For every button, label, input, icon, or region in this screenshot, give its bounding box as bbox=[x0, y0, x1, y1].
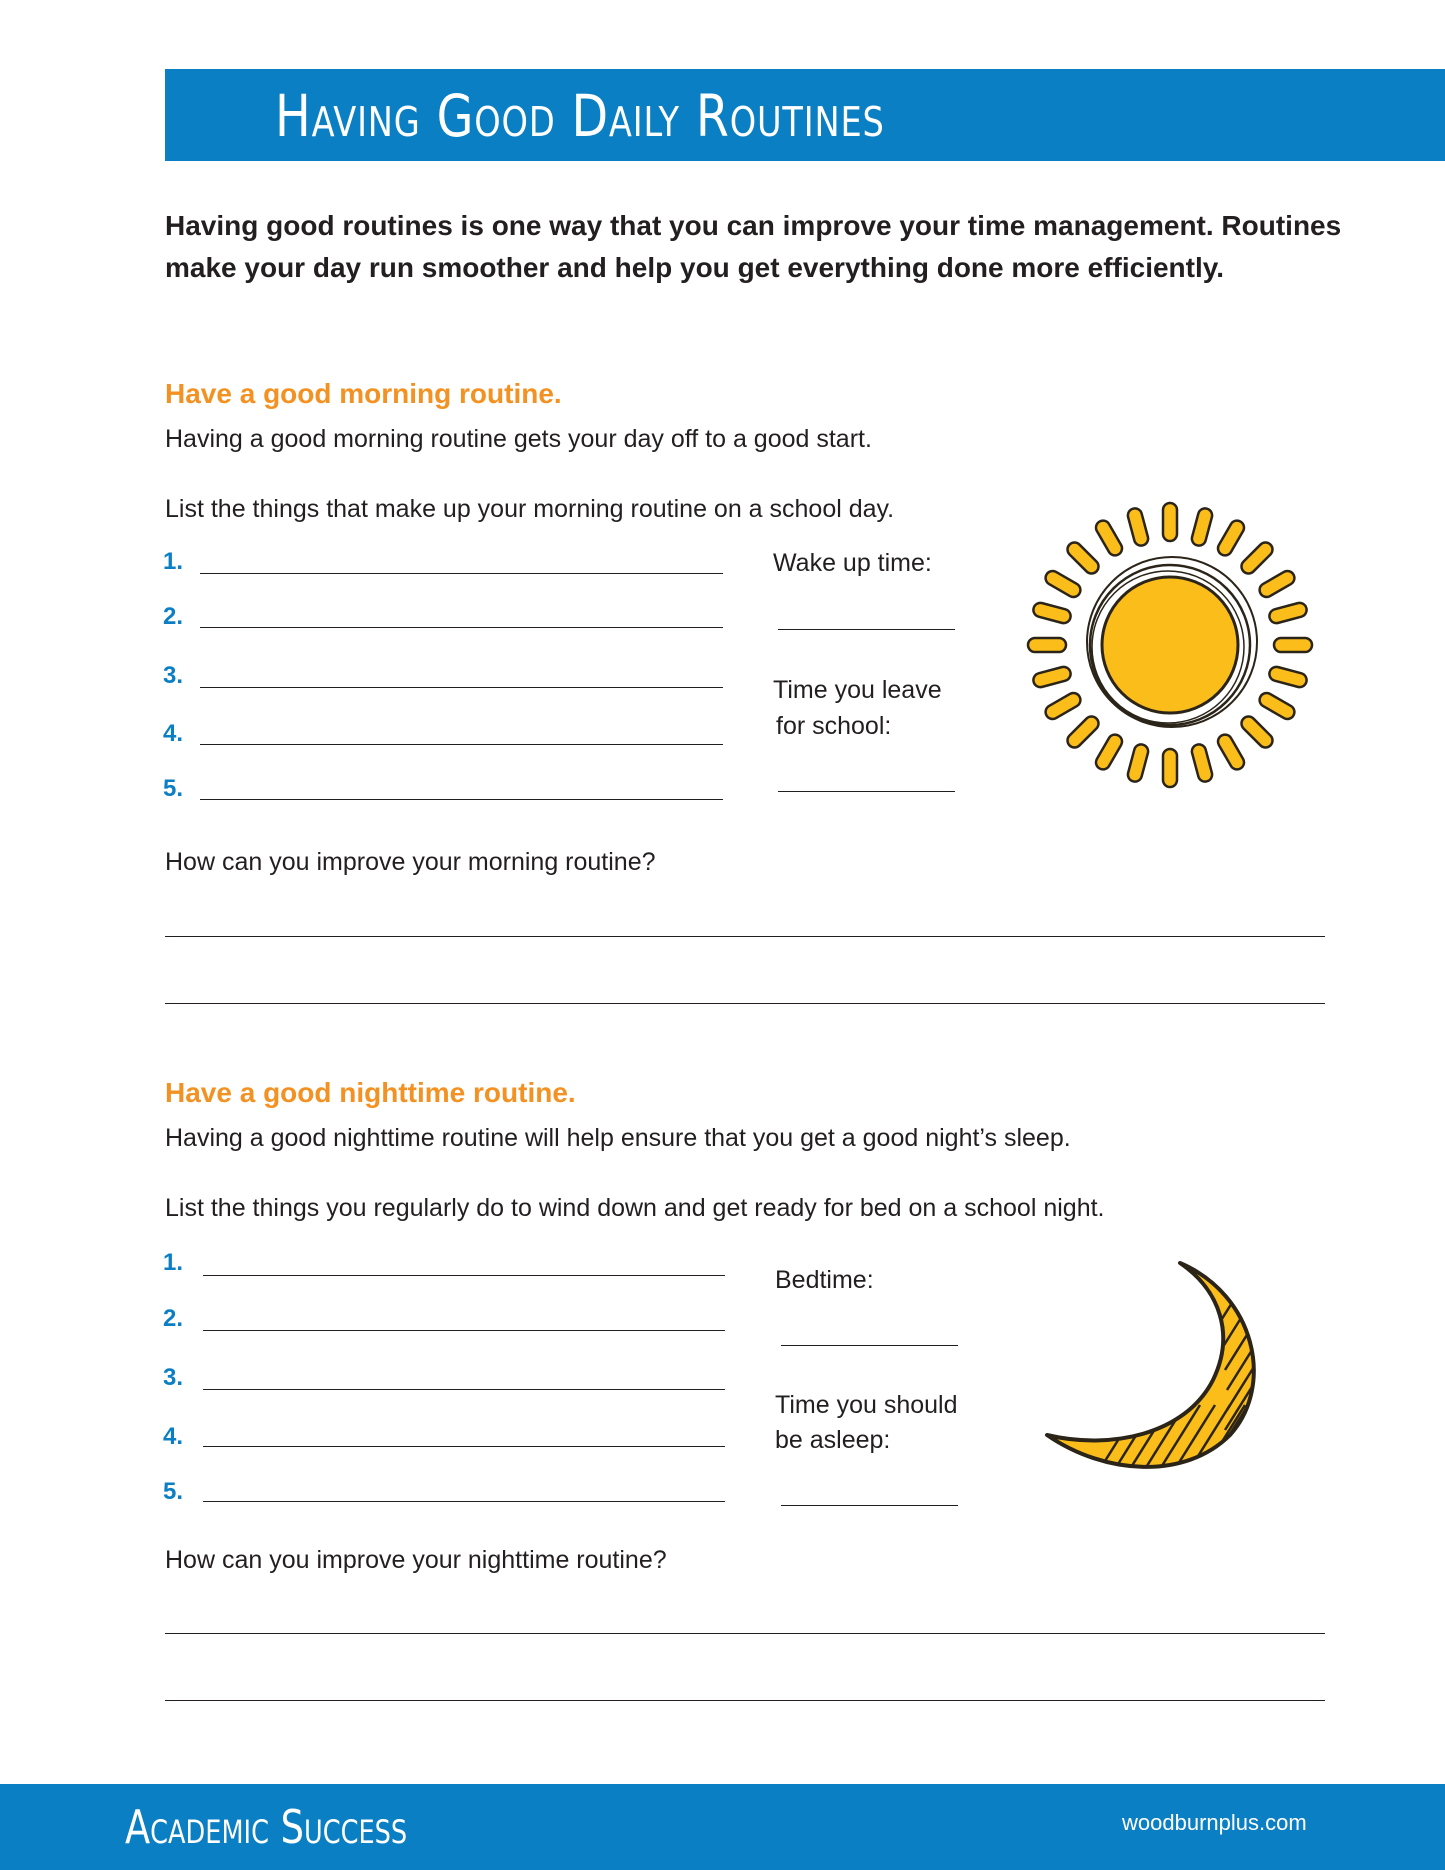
night-improve-question: How can you improve your nighttime routine? bbox=[165, 1546, 667, 1574]
morning-improve-line-1[interactable] bbox=[165, 936, 1325, 937]
intro-paragraph: Having good routines is one way that you can improve your time management. Routines make your day run smoother and help you get everything done more efficiently. bbox=[165, 210, 1342, 283]
morning-item-line-3[interactable] bbox=[200, 687, 723, 688]
footer-website[interactable]: woodburnplus.com bbox=[1122, 1810, 1307, 1835]
morning-item-number-4: 4. bbox=[163, 720, 184, 747]
page-title: Having Good Daily Routines bbox=[275, 82, 885, 150]
footer-series-title: Academic Success bbox=[125, 1800, 408, 1854]
morning-item-line-2[interactable] bbox=[200, 627, 723, 628]
morning-prompt: List the things that make up your morning routine on a school day. bbox=[165, 495, 895, 523]
night-improve-line-1[interactable] bbox=[165, 1633, 1325, 1634]
moon-icon bbox=[1035, 1255, 1290, 1480]
night-item-line-3[interactable] bbox=[203, 1389, 725, 1390]
morning-item-number-3: 3. bbox=[163, 662, 184, 689]
sun-icon bbox=[1025, 500, 1315, 790]
leave-time-line[interactable] bbox=[778, 791, 955, 792]
morning-heading: Have a good morning routine. bbox=[165, 378, 562, 409]
night-prompt: List the things you regularly do to wind down and get ready for bed on a school night. bbox=[165, 1194, 1105, 1222]
night-item-number-5: 5. bbox=[163, 1478, 184, 1505]
night-item-number-1: 1. bbox=[163, 1249, 184, 1276]
morning-improve-line-2[interactable] bbox=[165, 1003, 1325, 1004]
morning-item-number-1: 1. bbox=[163, 548, 184, 575]
morning-improve-question: How can you improve your morning routine? bbox=[165, 848, 656, 876]
night-subtitle: Having a good nighttime routine will help ensure that you get a good night’s sleep. bbox=[165, 1124, 1071, 1152]
night-item-line-5[interactable] bbox=[203, 1501, 725, 1502]
night-item-line-2[interactable] bbox=[203, 1330, 725, 1331]
bedtime-line[interactable] bbox=[781, 1345, 958, 1346]
morning-item-line-1[interactable] bbox=[200, 573, 723, 574]
night-item-number-3: 3. bbox=[163, 1364, 184, 1391]
night-item-line-1[interactable] bbox=[203, 1275, 725, 1276]
morning-subtitle: Having a good morning routine gets your day off to a good start. bbox=[165, 425, 872, 453]
asleep-time-line[interactable] bbox=[781, 1505, 958, 1506]
morning-item-line-4[interactable] bbox=[200, 744, 723, 745]
wake-up-line[interactable] bbox=[778, 629, 955, 630]
night-item-line-4[interactable] bbox=[203, 1446, 725, 1447]
wake-up-label: Wake up time: bbox=[773, 549, 932, 577]
morning-item-line-5[interactable] bbox=[200, 799, 723, 800]
morning-item-number-2: 2. bbox=[163, 603, 184, 630]
night-item-number-2: 2. bbox=[163, 1305, 184, 1332]
morning-item-number-5: 5. bbox=[163, 775, 184, 802]
bedtime-label: Bedtime: bbox=[775, 1266, 874, 1294]
night-heading: Have a good nighttime routine. bbox=[165, 1077, 576, 1108]
leave-label-line2: for school: bbox=[776, 712, 892, 740]
night-item-number-4: 4. bbox=[163, 1423, 184, 1450]
night-improve-line-2[interactable] bbox=[165, 1700, 1325, 1701]
asleep-label-line2: be asleep: bbox=[775, 1426, 891, 1454]
asleep-label-line1: Time you should bbox=[775, 1391, 958, 1419]
leave-label-line1: Time you leave bbox=[773, 676, 942, 704]
